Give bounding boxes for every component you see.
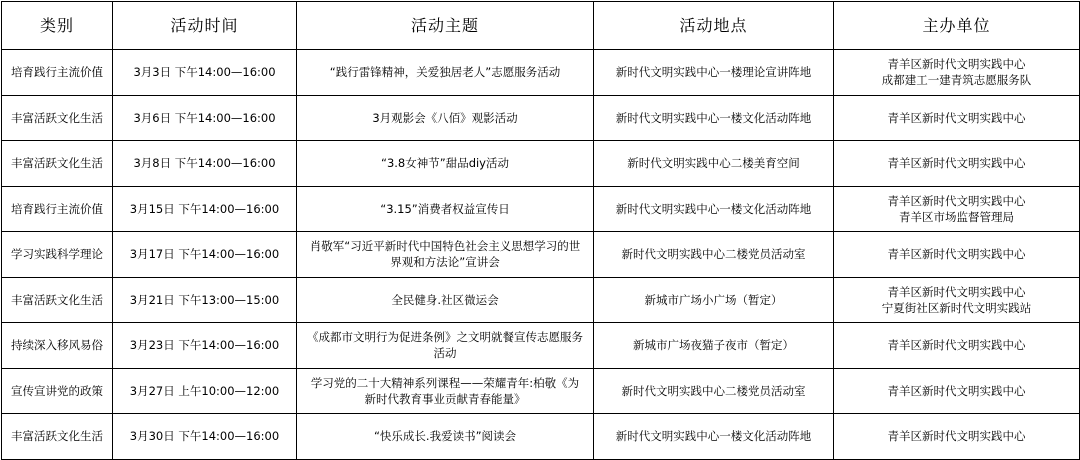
header-organizer: 主办单位 <box>834 2 1080 50</box>
cell-time: 3月15日 下午14:00—16:00 <box>113 186 297 232</box>
cell-organizer <box>834 232 1080 278</box>
table-row <box>2 186 1080 232</box>
organizer-name: 青羊区新时代文明实践中心 <box>887 429 1026 444</box>
organizer-name: 青羊区新时代文明实践中心 <box>887 156 1026 171</box>
cell-organizer <box>834 277 1080 323</box>
cell-topic: 学习党的二十大精神系列课程——荣耀青年:柏敬《为新时代教育事业贡献青春能量》 <box>297 368 594 414</box>
cell-organizer <box>834 323 1080 369</box>
cell-time: 3月27日 上午10:00—12:00 <box>113 368 297 414</box>
cell-topic: “快乐成长.我爱读书”阅读会 <box>297 414 594 460</box>
organizer-name: 青羊区新时代文明实践中心 <box>887 193 1026 208</box>
organizer-name: 青羊区新时代文明实践中心 <box>887 57 1026 72</box>
header-row <box>2 2 1080 50</box>
cell-topic: “3.15”消费者权益宣传日 <box>297 186 594 232</box>
cell-topic: 3月观影会《八佰》观影活动 <box>297 95 594 141</box>
cell-category: 学习实践科学理论 <box>2 232 113 278</box>
organizer-name: 成都建工一建青筑志愿服务队 <box>881 73 1032 88</box>
cell-category: 宣传宣讲党的政策 <box>2 368 113 414</box>
cell-location: 新时代文明实践中心二楼党员活动室 <box>594 232 834 278</box>
cell-category: 丰富活跃文化生活 <box>2 277 113 323</box>
cell-location: 新时代文明实践中心二楼党员活动室 <box>594 368 834 414</box>
cell-location: 新时代文明实践中心一楼文化活动阵地 <box>594 414 834 460</box>
organizer-name: 青羊区新时代文明实践中心 <box>887 284 1026 299</box>
cell-time: 3月17日 下午14:00—16:00 <box>113 232 297 278</box>
organizer-name: 青羊区新时代文明实践中心 <box>887 383 1026 398</box>
cell-organizer <box>834 414 1080 460</box>
cell-location: 新城市广场小广场（暂定） <box>594 277 834 323</box>
cell-location: 新时代文明实践中心一楼文化活动阵地 <box>594 95 834 141</box>
organizer-name: 青羊区新时代文明实践中心 <box>887 338 1026 353</box>
cell-topic: “践行雷锋精神，关爱独居老人”志愿服务活动 <box>297 50 594 96</box>
table-body <box>2 50 1080 460</box>
table-row <box>2 277 1080 323</box>
table-row <box>2 50 1080 96</box>
cell-location: 新时代文明实践中心一楼文化活动阵地 <box>594 186 834 232</box>
organizer-name: 青羊区新时代文明实践中心 <box>887 110 1026 125</box>
table-row <box>2 323 1080 369</box>
organizer-name: 宁夏街社区新时代文明实践站 <box>881 300 1032 315</box>
table-row <box>2 232 1080 278</box>
table-row <box>2 95 1080 141</box>
header-location: 活动地点 <box>594 2 834 50</box>
cell-category: 丰富活跃文化生活 <box>2 414 113 460</box>
cell-organizer <box>834 141 1080 187</box>
header-category: 类别 <box>2 2 113 50</box>
cell-category: 培育践行主流价值 <box>2 50 113 96</box>
activity-schedule-table <box>1 1 1080 460</box>
cell-location: 新城市广场夜猫子夜市（暂定） <box>594 323 834 369</box>
cell-time: 3月30日 下午14:00—16:00 <box>113 414 297 460</box>
cell-organizer <box>834 50 1080 96</box>
cell-time: 3月23日 下午14:00—16:00 <box>113 323 297 369</box>
organizer-name: 青羊区新时代文明实践中心 <box>887 247 1026 262</box>
cell-organizer <box>834 368 1080 414</box>
cell-topic: 《成都市文明行为促进条例》之文明就餐宣传志愿服务活动 <box>297 323 594 369</box>
table-row <box>2 368 1080 414</box>
table-row <box>2 414 1080 460</box>
table-header <box>2 2 1080 50</box>
cell-category: 丰富活跃文化生活 <box>2 141 113 187</box>
cell-topic: 全民健身.社区微运会 <box>297 277 594 323</box>
cell-organizer <box>834 186 1080 232</box>
header-time: 活动时间 <box>113 2 297 50</box>
cell-time: 3月21日 下午13:00—15:00 <box>113 277 297 323</box>
organizer-name: 青羊区市场监督管理局 <box>899 209 1014 224</box>
cell-time: 3月6日 下午14:00—16:00 <box>113 95 297 141</box>
cell-category: 培育践行主流价值 <box>2 186 113 232</box>
cell-organizer <box>834 95 1080 141</box>
cell-category: 丰富活跃文化生活 <box>2 95 113 141</box>
cell-location: 新时代文明实践中心一楼理论宣讲阵地 <box>594 50 834 96</box>
cell-time: 3月8日 下午14:00—16:00 <box>113 141 297 187</box>
cell-topic: “3.8女神节”甜品diy活动 <box>297 141 594 187</box>
cell-time: 3月3日 下午14:00—16:00 <box>113 50 297 96</box>
cell-topic: 肖敬军“习近平新时代中国特色社会主义思想学习的世界观和方法论”宣讲会 <box>297 232 594 278</box>
table-row <box>2 141 1080 187</box>
cell-category: 持续深入移风易俗 <box>2 323 113 369</box>
header-topic: 活动主题 <box>297 2 594 50</box>
cell-location: 新时代文明实践中心二楼美育空间 <box>594 141 834 187</box>
